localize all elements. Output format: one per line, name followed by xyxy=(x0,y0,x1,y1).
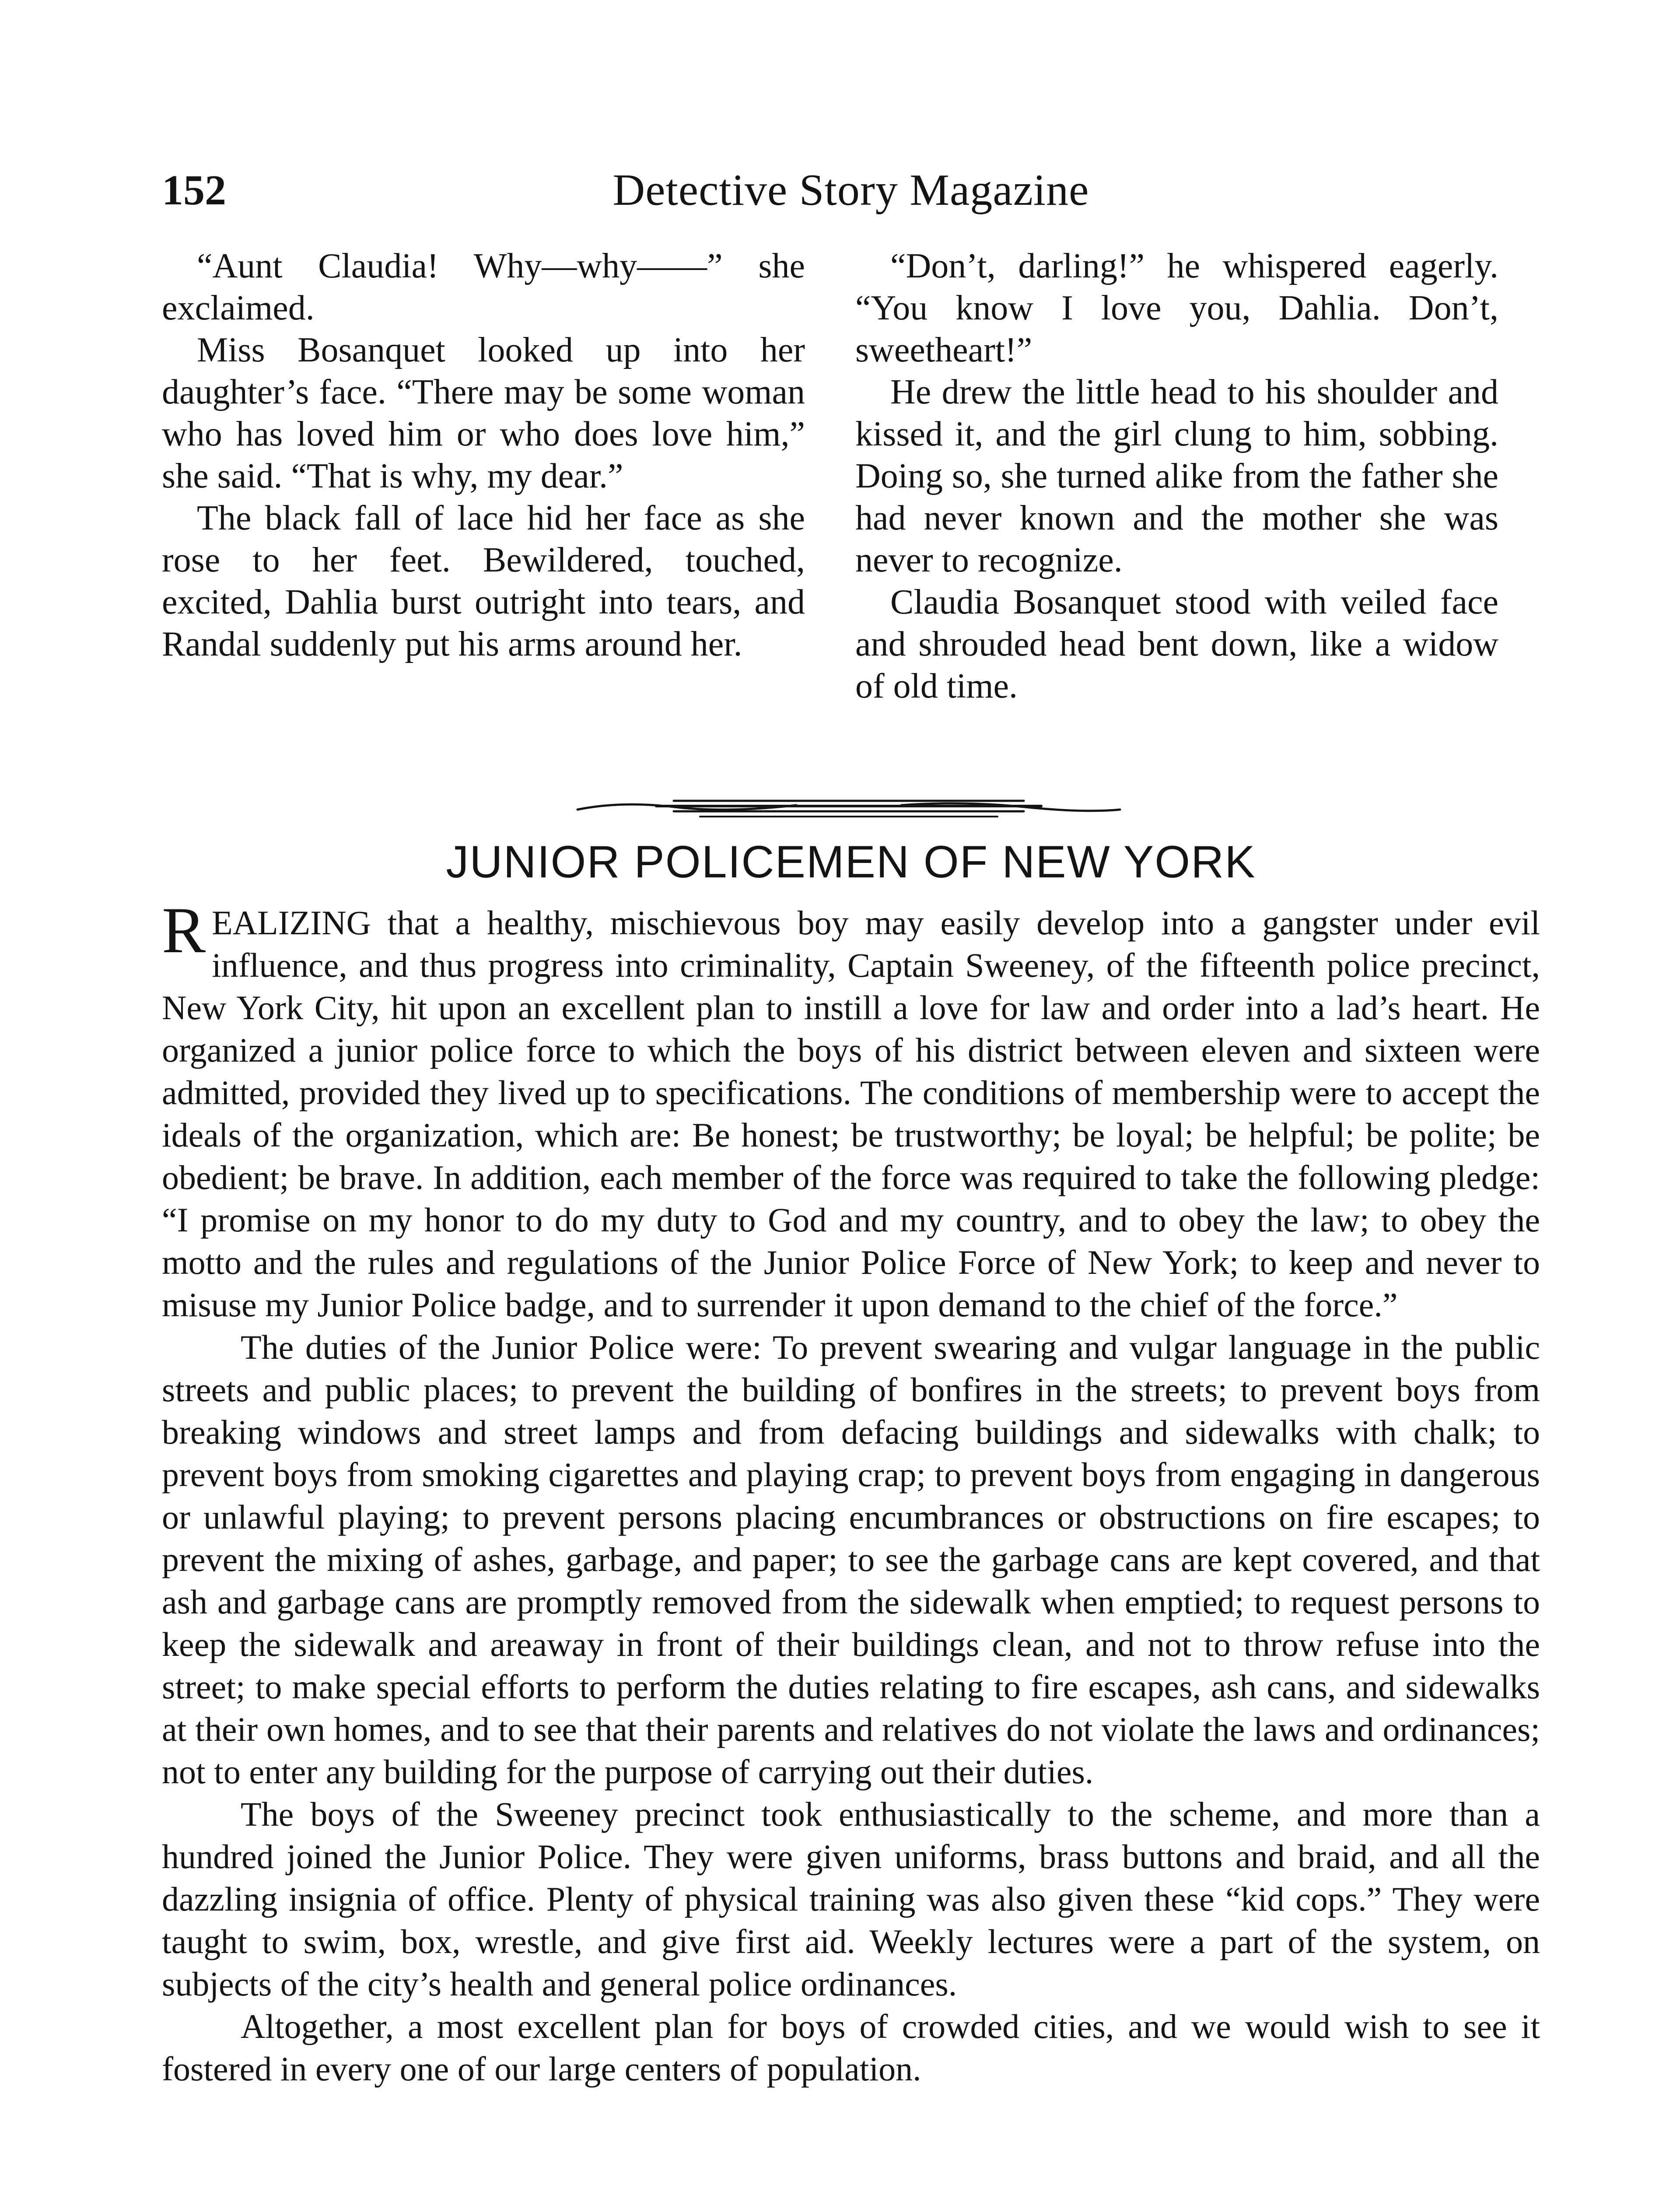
magazine-title: Detective Story Magazine xyxy=(612,165,1089,215)
ornamental-divider xyxy=(569,788,1129,827)
page-number: 152 xyxy=(162,167,226,214)
story-ending-columns xyxy=(162,245,1540,775)
first-paragraph-text: EALIZING that a healthy, mischievous boy may easily develop into a gangster under evil influence, and thus progress into criminality, Captain Sweeney, of the fifteenth police precinct, New York City, hit upon an excellent plan to instill a love for law and order into a lad’s heart. He organized a junior police force to which the boys of his district between eleven and sixteen were admitted, provided they lived up to specifications. The conditions of membership were to accept the ideals of the organization, which are: Be honest; be trustworthy; be loyal; be helpful; be polite; be obedient; be brave. In addition, each member of the force was required to take the following pledge: “I promise on my honor to do my duty to God and my country, and to obey the law; to obey the motto and the rules and regulations of the Junior Police Force of New York; to keep and never to misuse my Junior Police badge, and to surrender it upon demand to the chief of the force.” xyxy=(162,904,1540,1324)
article-body xyxy=(162,894,1540,2090)
running-head xyxy=(162,166,1540,236)
story-paragraph: The black fall of lace hid her face as she rose to her feet. Bewildered, touched, excited, Dahlia burst outright into tears, and Randal suddenly put his arms around her. xyxy=(162,499,805,663)
story-paragraph: “Aunt Claudia! Why—why——” she exclaimed. xyxy=(162,247,805,327)
article-paragraph: Altogether, a most excellent plan for boys of crowded cities, and we would wish to see it fostered in every one of our large centers of population. xyxy=(162,2007,1540,2088)
story-paragraph: Miss Bosanquet looked up into her daughter’s face. “There may be some woman who has loved him or who does love him,” she said. “That is why, my dear.” xyxy=(162,331,805,495)
story-paragraph: He drew the little head to his shoulder and kissed it, and the girl clung to him, sobbing. Doing so, she turned alike from the father she had never known and the mother she was never to recognize. xyxy=(855,373,1498,579)
article-paragraph: The boys of the Sweeney precinct took enthusiastically to the scheme, and more than a hundred joined the Junior Police. They were given uniforms, brass buttons and braid, and all the dazzling insignia of office. Plenty of physical training was also given these “kid cops.” They were taught to swim, box, wrestle, and give first aid. Weekly lectures were a part of the system, on subjects of the city’s health and general police ordinances. xyxy=(162,1795,1540,2003)
article-title: JUNIOR POLICEMEN OF NEW YORK xyxy=(446,837,1256,887)
article-paragraph xyxy=(162,894,1540,1326)
story-paragraph: “Don’t, darling!” he whispered eagerly. “You know I love you, Dahlia. Don’t, sweetheart!” xyxy=(855,247,1498,369)
left-column xyxy=(162,245,805,665)
story-paragraph: Claudia Bosanquet stood with veiled face and shrouded head bent down, like a widow of old time. xyxy=(855,583,1498,705)
right-column xyxy=(855,245,1498,707)
article-paragraph: The duties of the Junior Police were: To prevent swearing and vulgar language in the public streets and public places; to prevent the building of bonfires in the streets; to prevent boys from breaking windows and street lamps and from defacing buildings and sidewalks with chalk; to prevent boys from smoking cigarettes and playing crap; to prevent boys from engaging in dangerous or unlawful playing; to prevent persons placing encumbrances or obstructions on fire escapes; to prevent the mixing of ashes, garbage, and paper; to see the garbage cans are kept covered, and that ash and garbage cans are promptly removed from the sidewalk when emptied; to request persons to keep the sidewalk and areaway in front of their buildings clean, and not to throw refuse into the street; to make special efforts to perform the duties relating to fire escapes, ash cans, and sidewalks at their own homes, and to see that their parents and relatives do not violate the laws and ordinances; not to enter any building for the purpose of carrying out their duties. xyxy=(162,1328,1540,1791)
drop-cap: R xyxy=(162,894,206,967)
